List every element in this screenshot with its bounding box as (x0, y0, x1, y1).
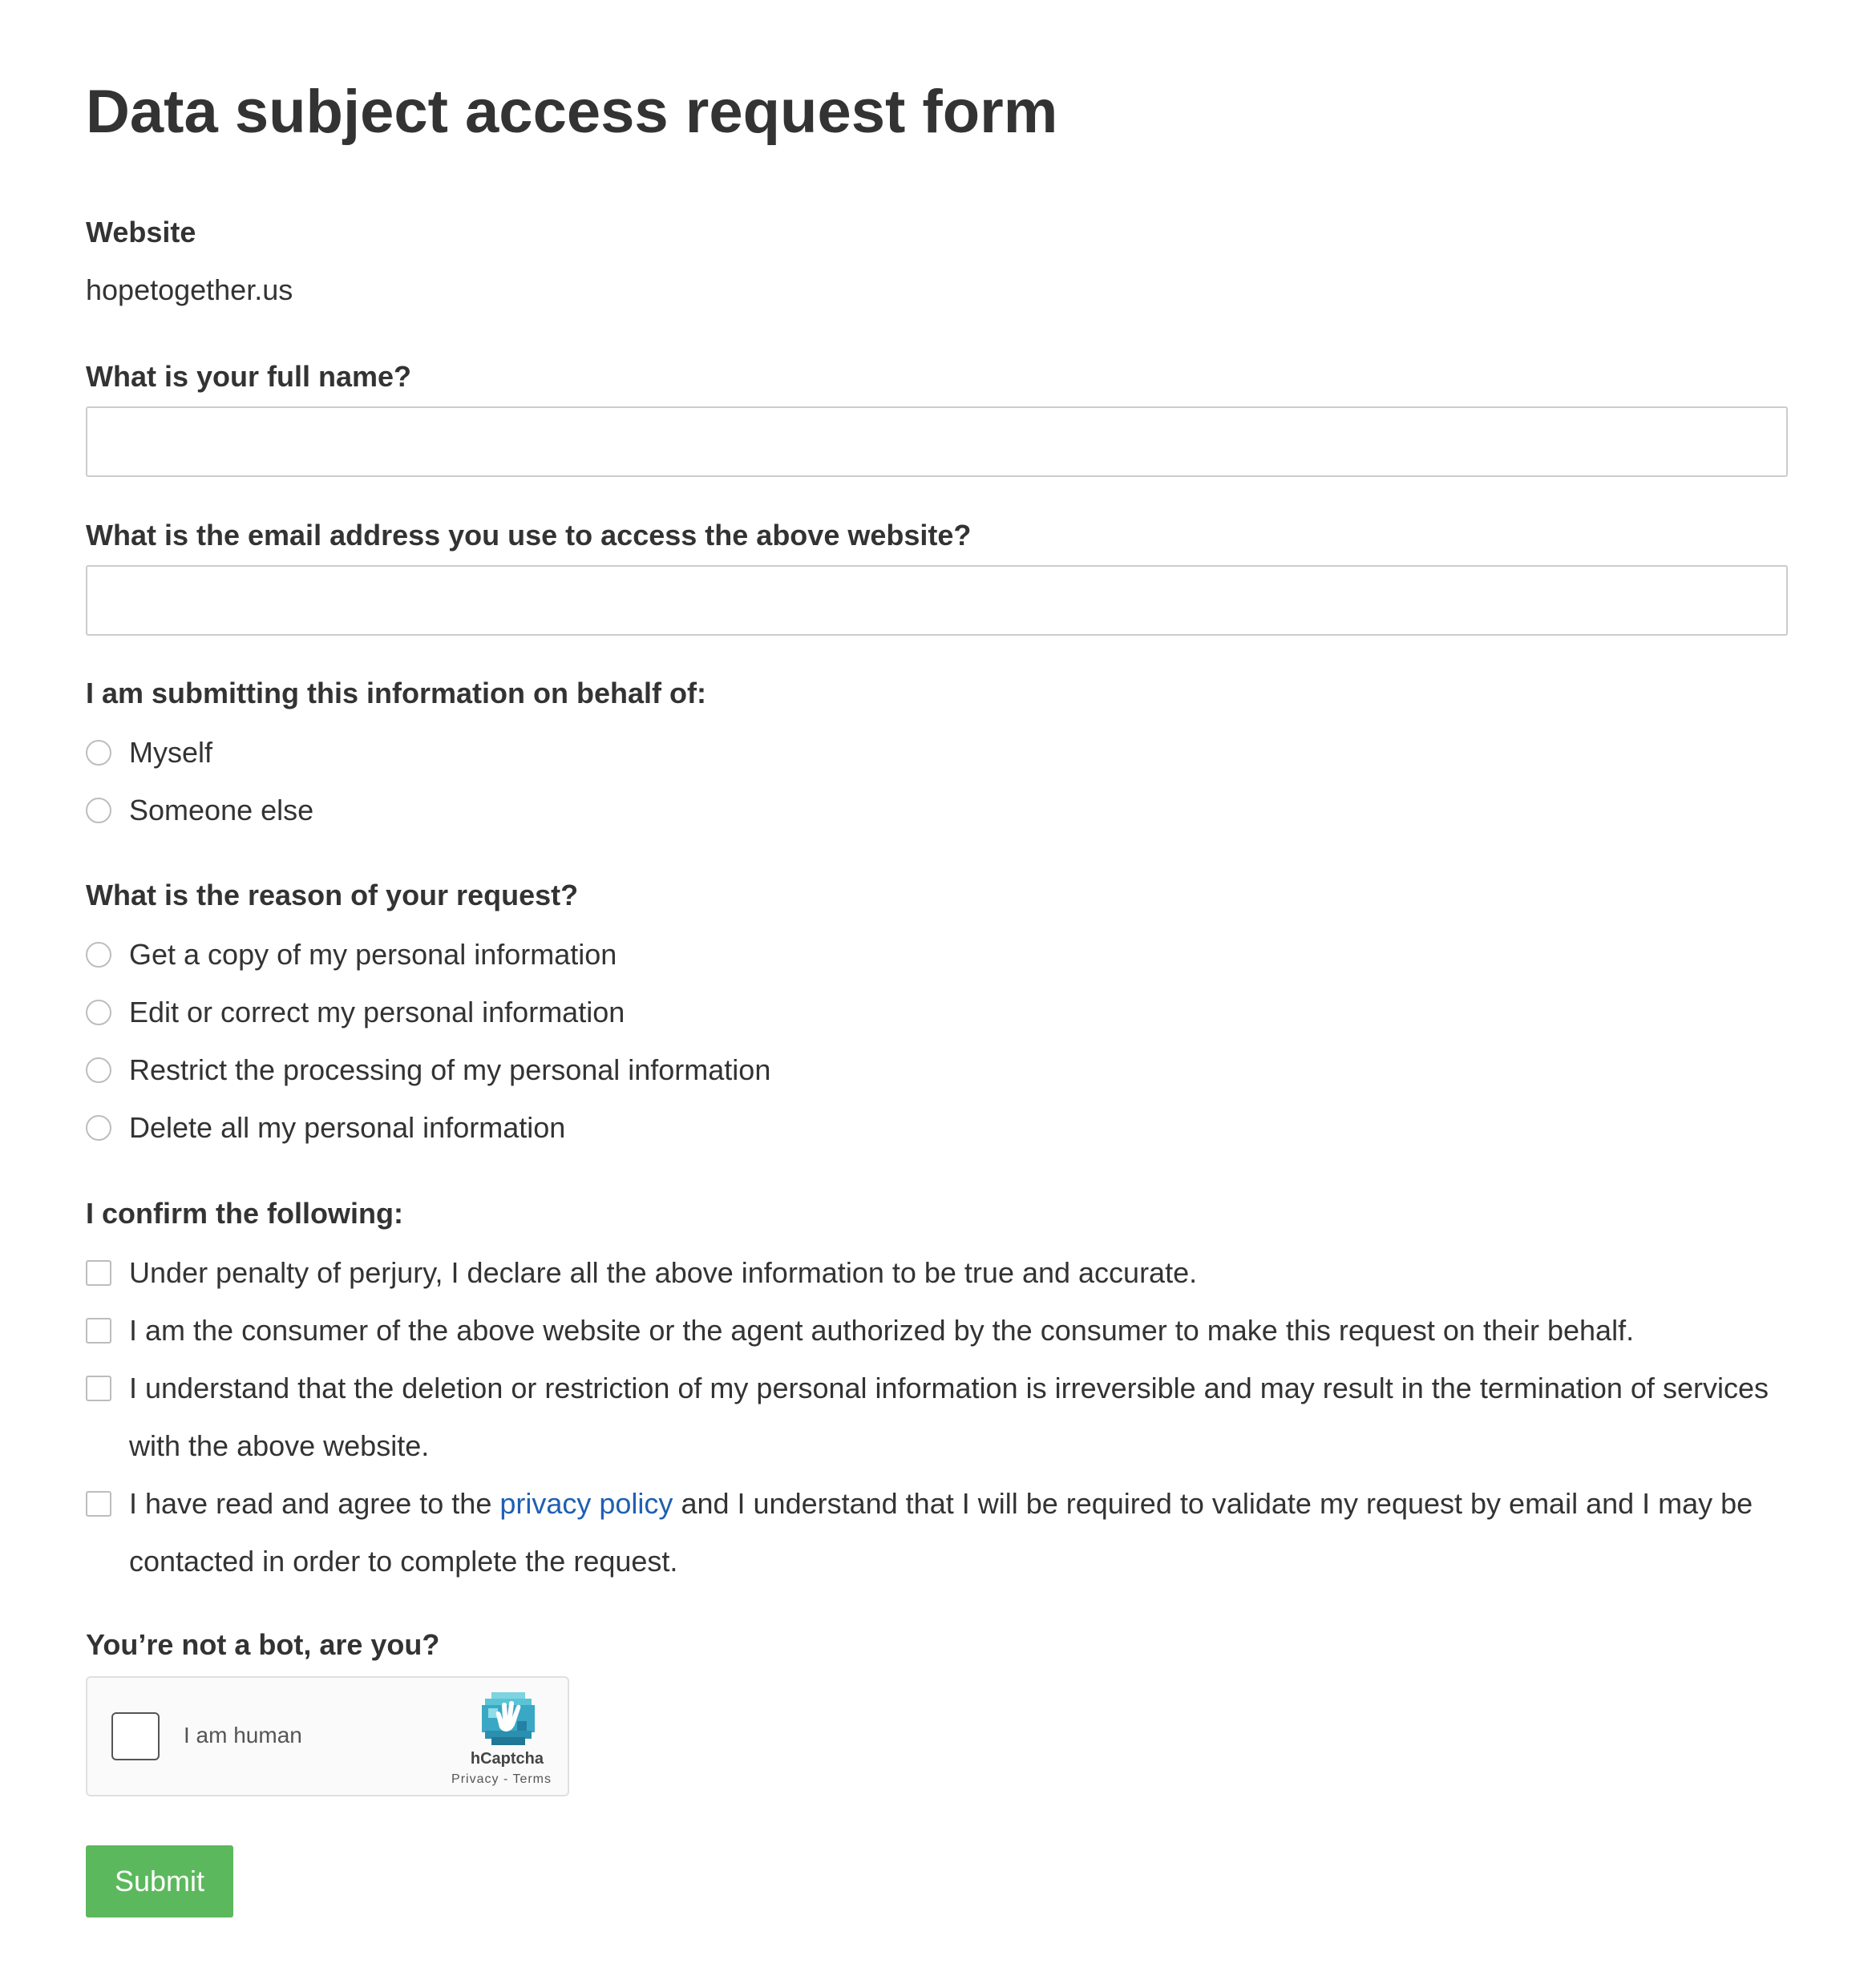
confirm-item-label: I understand that the deletion or restriction of my personal information is irreversible and may result in the termination of services with the above website. (129, 1372, 1769, 1462)
radio-option-label: Delete all my personal information (129, 1111, 566, 1144)
radio-option-someone-else[interactable] (86, 791, 313, 830)
full-name-input[interactable] (86, 406, 1788, 477)
privacy-text-before: I have read and agree to the (129, 1487, 492, 1520)
captcha-checkbox-label: I am human (184, 1723, 302, 1748)
radio-option-label: Restrict the processing of my personal information (129, 1053, 771, 1086)
radio-option-label: Get a copy of my personal information (129, 938, 617, 971)
radio-option-label: Edit or correct my personal information (129, 996, 625, 1028)
radio-option-label: Someone else (129, 794, 314, 826)
behalf-label: I am submitting this information on behalf of: (86, 677, 706, 709)
hcaptcha-hand-icon (480, 1691, 536, 1747)
submit-button[interactable]: Submit (86, 1845, 233, 1917)
perjury-checkbox[interactable] (86, 1260, 111, 1286)
radio-option-myself[interactable] (86, 733, 212, 772)
radio-option-label: Myself (129, 736, 213, 769)
privacy-checkbox[interactable] (86, 1491, 111, 1517)
radio-option-edit[interactable] (86, 993, 625, 1032)
captcha-terms-link[interactable]: Terms (512, 1772, 552, 1786)
confirm-label: I confirm the following: (86, 1197, 403, 1230)
captcha-privacy-link[interactable]: Privacy (451, 1772, 499, 1786)
captcha-label: You’re not a bot, are you? (86, 1628, 440, 1661)
radio-option-delete[interactable] (86, 1109, 565, 1147)
full-name-label: What is your full name? (86, 360, 412, 393)
confirm-item-label (129, 1475, 1797, 1590)
reason-label: What is the reason of your request? (86, 879, 579, 911)
confirm-item-label: Under penalty of perjury, I declare all the above information to be true and accurate. (129, 1256, 1198, 1289)
page-title: Data subject access request form (86, 78, 1058, 146)
edit-radio[interactable] (86, 1000, 111, 1025)
website-value: hopetogether.us (86, 273, 293, 306)
someone-else-radio[interactable] (86, 798, 111, 823)
delete-radio[interactable] (86, 1115, 111, 1141)
copy-radio[interactable] (86, 942, 111, 968)
radio-option-restrict[interactable] (86, 1051, 770, 1089)
privacy-text-after: and I understand that I will be required to validate my request by email and I may be contacted in order to complete the request. (129, 1487, 1753, 1578)
radio-option-copy[interactable] (86, 935, 617, 974)
captcha-checkbox[interactable] (111, 1712, 160, 1760)
consumer-checkbox[interactable] (86, 1318, 111, 1344)
restrict-radio[interactable] (86, 1057, 111, 1083)
confirm-item-label: I am the consumer of the above website or the agent authorized by the consumer to make this request on their behalf. (129, 1314, 1635, 1347)
captcha-links (451, 1771, 552, 1788)
myself-radio[interactable] (86, 740, 111, 766)
captcha-widget (86, 1676, 569, 1796)
email-input[interactable] (86, 565, 1788, 636)
captcha-brand: hCaptcha (470, 1750, 544, 1768)
captcha-link-separator: - (503, 1772, 509, 1786)
irreversible-checkbox[interactable] (86, 1376, 111, 1401)
email-label: What is the email address you use to access the above website? (86, 519, 972, 552)
website-label: Website (86, 216, 196, 249)
privacy-policy-link[interactable]: privacy policy (499, 1487, 673, 1520)
